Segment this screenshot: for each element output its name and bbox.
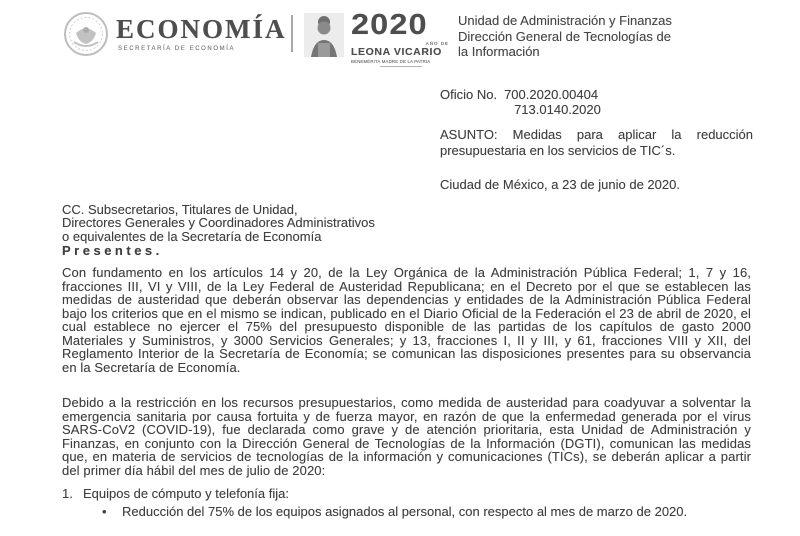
leona-vicario-tagline: BENEMÉRITA MADRE DE LA PATRIA bbox=[351, 59, 431, 64]
addressee-line-2: Directores Generales y Coordinadores Administrativos bbox=[62, 215, 375, 231]
leona-vicario-portrait-icon bbox=[304, 13, 344, 57]
department-line-3: la Información bbox=[458, 44, 540, 59]
presentes-line: Presentes. bbox=[62, 243, 163, 259]
oficio-number-block bbox=[440, 88, 601, 117]
department-line-1: Unidad de Administración y Finanzas bbox=[458, 13, 672, 28]
department-line-2: Dirección General de Tecnologías de bbox=[458, 28, 671, 44]
addressee-block bbox=[62, 203, 375, 258]
bullet-icon: • bbox=[102, 503, 107, 519]
measures-list bbox=[62, 487, 751, 518]
list-item-1-bullet bbox=[102, 505, 751, 519]
year-2020-logo bbox=[351, 11, 451, 67]
economia-logo bbox=[116, 16, 287, 52]
asunto-subject-text: ASUNTO: Medidas para aplicar la reducción presupuestaria en los servicios de TIC´s. bbox=[440, 127, 753, 158]
bullet-text: Reducción del 75% de los equipos asignados al personal, con respecto al mes de marzo de 2020. bbox=[122, 503, 688, 519]
addressee-line-3: o equivalentes de la Secretaría de Economía bbox=[62, 228, 322, 244]
department-address-block bbox=[458, 13, 758, 60]
list-item-number: 1. bbox=[62, 486, 73, 501]
oficio-label: Oficio No. bbox=[440, 87, 498, 102]
list-item-1 bbox=[62, 487, 751, 501]
leona-vicario-name: LEONA VICARIO bbox=[351, 46, 442, 58]
oficio-number-2: 713.0140.2020 bbox=[514, 101, 601, 117]
list-item-title: Equipos de cómputo y telefonía fija: bbox=[83, 486, 289, 501]
body-paragraph-2: Debido a la restricción en los recursos presupuestarios, como medida de austeridad para coadyuvar a solventar la emergencia sanitaria por causa fortuita y de fuerza mayor, en razón de que la enfermedad generada por el virus SARS-CoV2 (COVID-19), fue declarada como grave y de atención prioritaria, esta Unidad de Administración y Finanzas, en conjunto con la Dirección General de Tecnologías de la Información (DGTI), comunican las medidas que, en materia de servicios de tecnologías de la información y comunicaciones (TICs), se deberán aplicar a partir del primer día hábil del mes de julio de 2020: bbox=[62, 395, 751, 478]
oficio-numbers bbox=[504, 88, 601, 117]
year-logo-underline bbox=[380, 66, 422, 67]
dateline: Ciudad de México, a 23 de junio de 2020. bbox=[440, 177, 680, 192]
body-paragraph-1: Con fundamento en los artículos 14 y 20, de la Ley Orgánica de la Administración Pública Federal; 1, 7 y 16, fracciones III, VI y VIII, de la Ley Federal de Austeridad Republicana; en el Decreto por el que se establecen las medidas de austeridad que deberán observar las dependencias y entidades de la Administración Pública Federal bajo los criterios que en el mismo se indican, publicado en el Diario Oficial de la Federación el 23 de abril de 2020, el cual establece no ejercer el 75% del presupuesto disponible de las partidas de los capítulos de gasto 2000 Materiales y Suministros, y 3000 Servicios Generales; y 13, fracciones I, II y III, y 61, fracciones VIII y XII, del Reglamento Interior de la Secretaría de Economía; se comunican las disposiciones presentes para su observancia en la Secretaría de Economía. bbox=[62, 265, 751, 375]
addressee-line-1: CC. Subsecretarios, Titulares de Unidad, bbox=[62, 202, 298, 217]
ano-de-label: AÑO DE bbox=[425, 41, 449, 46]
header-divider bbox=[291, 15, 293, 52]
year-2020-label: 2020 bbox=[351, 9, 428, 41]
oficio-number-1: 700.2020.00404 bbox=[504, 87, 599, 102]
mexico-national-seal-icon bbox=[62, 10, 110, 58]
economia-wordmark: ECONOMÍA bbox=[116, 14, 287, 44]
economia-subtitle: SECRETARÍA DE ECONOMÍA bbox=[118, 46, 236, 52]
